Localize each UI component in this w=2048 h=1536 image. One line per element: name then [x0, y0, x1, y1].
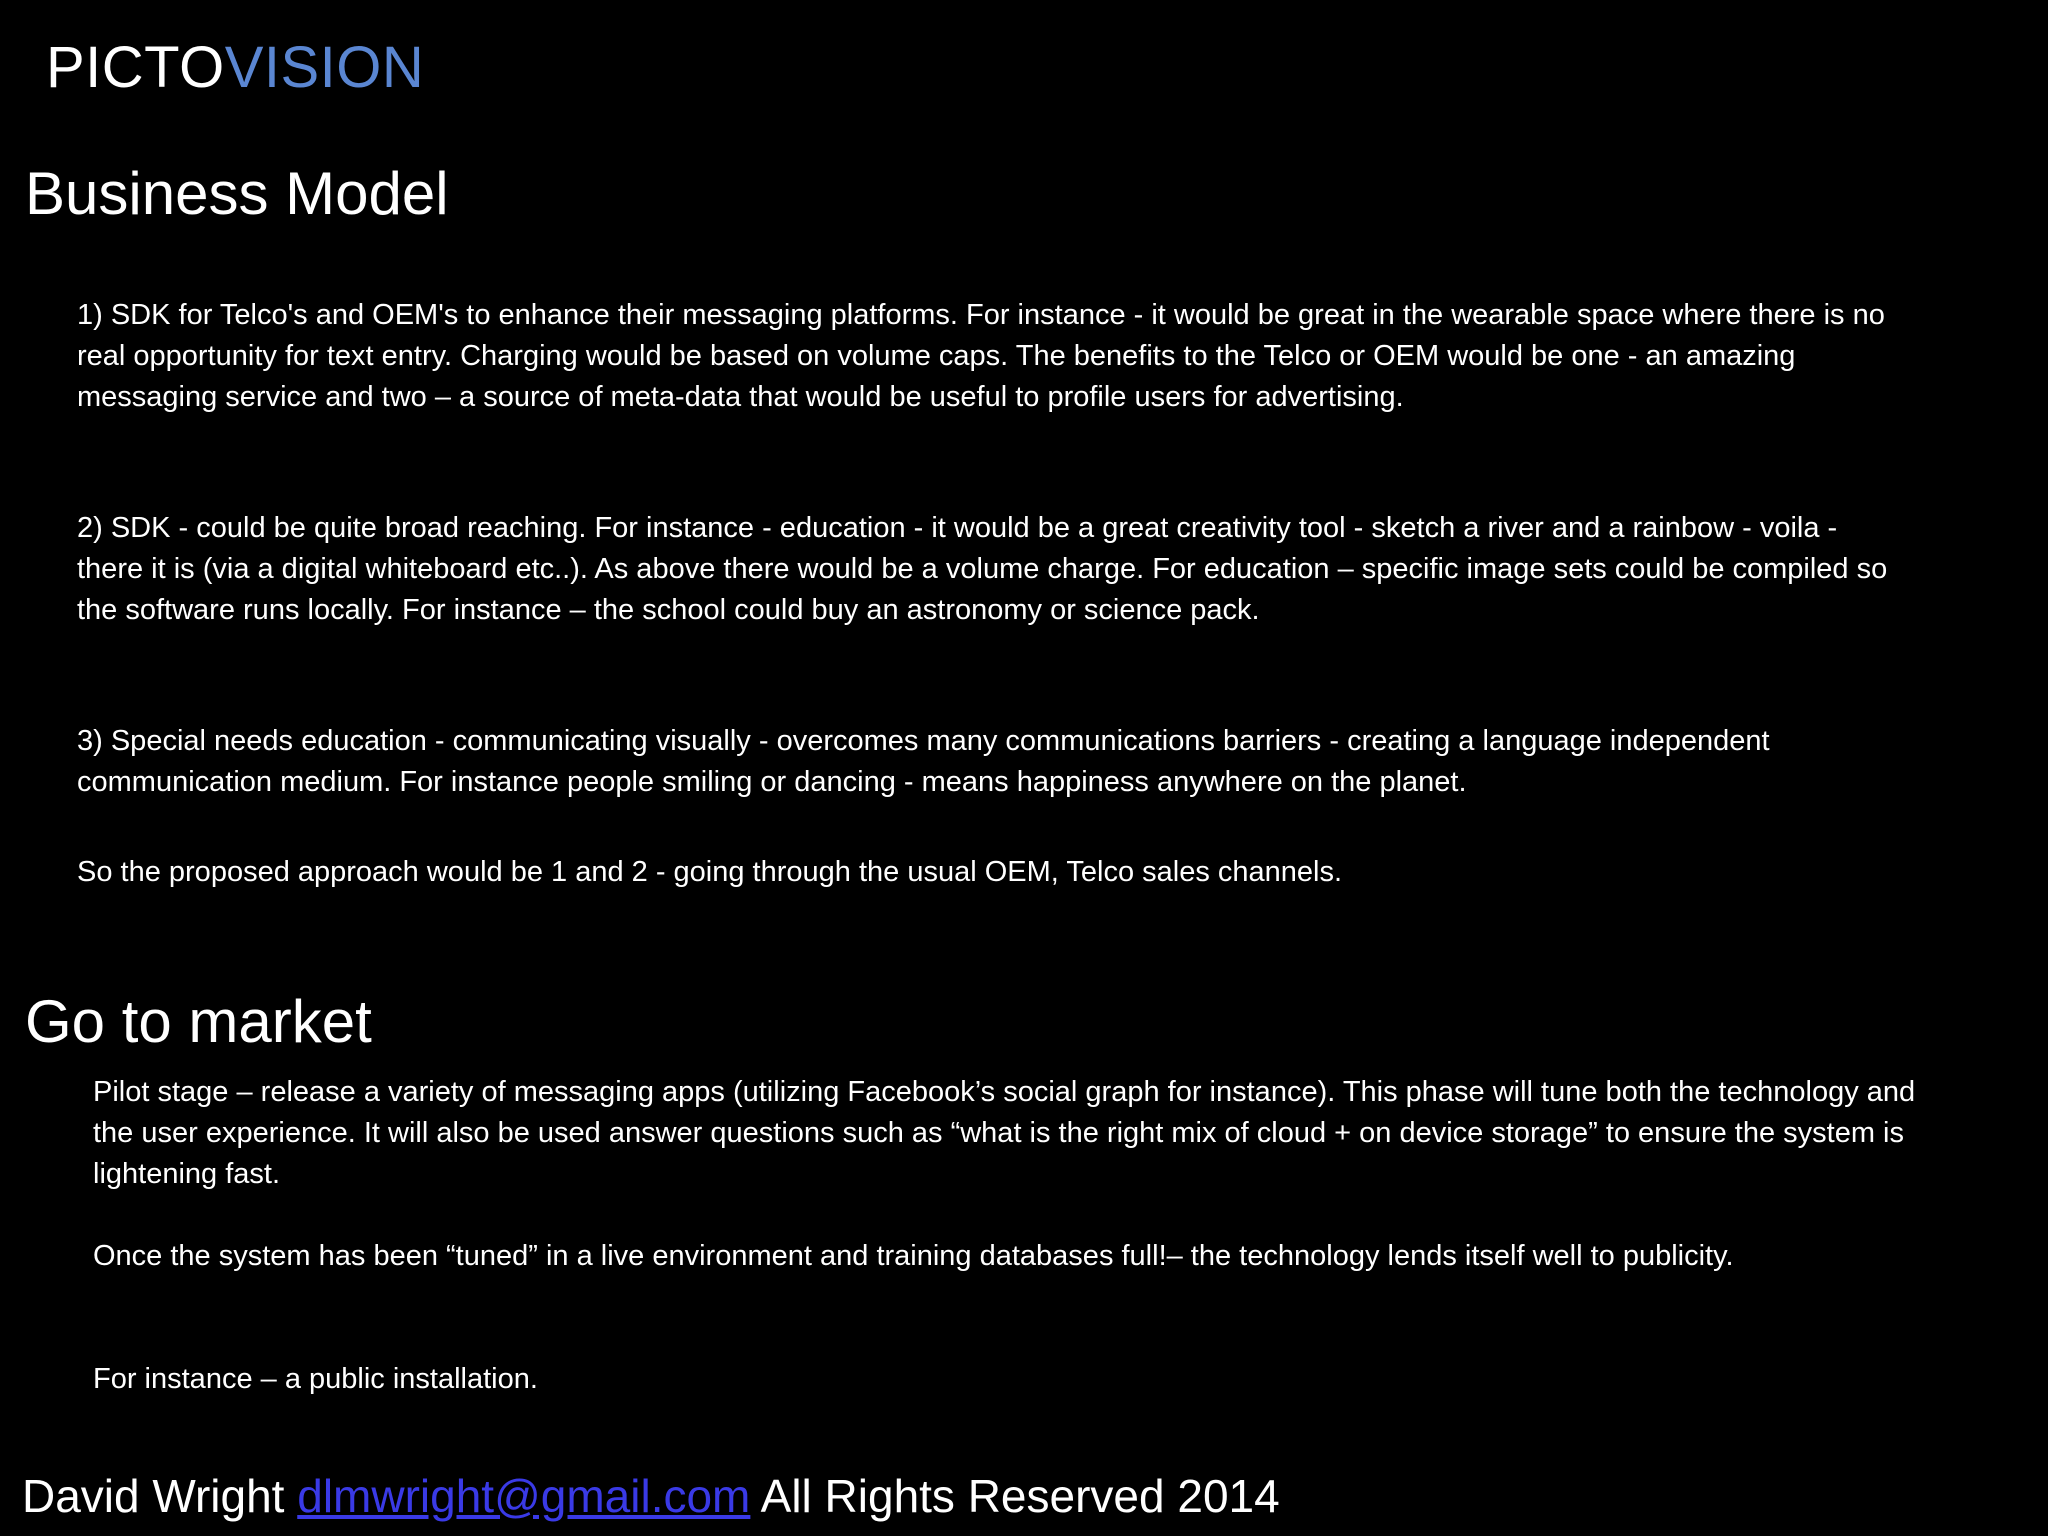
footer-rights: All Rights Reserved 2014 [760, 1470, 1280, 1522]
pictovision-logo [46, 30, 424, 106]
go-to-market-paragraph-1: Pilot stage – release a variety of messaging apps (utilizing Facebook’s social graph for instance). This phase will tune both the technology and the user experience. It will also be used answer questions such as “what is the right mix of cloud + on device storage” to ensure the system is lightening fast. [93, 1076, 1916, 1190]
go-to-market-paragraph-2: Once the system has been “tuned” in a live environment and training databases full!– the technology lends itself well to publicity. [93, 1240, 1734, 1272]
business-model-paragraph-2: 2) SDK - could be quite broad reaching. For instance - education - it would be a great creativity tool - sketch a river and a rainbow - voila - there it is (via a digital whiteboard etc..). As above there would be a volume charge. For education – specific image sets could be compiled so the software runs locally. For instance – the school could buy an astronomy or science pack. [77, 512, 1888, 626]
footer-email-link[interactable]: dlmwright@gmail.com [297, 1470, 751, 1522]
logo-text-vision: VISION [224, 35, 425, 100]
business-model-conclusion: So the proposed approach would be 1 and 2 - going through the usual OEM, Telco sales channels. [77, 856, 1343, 888]
go-to-market-paragraph-3: For instance – a public installation. [93, 1363, 538, 1395]
business-model-heading: Business Model [25, 160, 449, 227]
footer-author: David Wright [22, 1470, 285, 1522]
business-model-paragraph-3: 3) Special needs education - communicating visually - overcomes many communications barriers - creating a language independent communication medium. For instance people smiling or dancing - means happiness anywhere on the planet. [77, 725, 1770, 798]
logo-text-picto: PICTO [46, 35, 225, 100]
business-model-paragraph-1: 1) SDK for Telco's and OEM's to enhance their messaging platforms. For instance - it would be great in the wearable space where there is no real opportunity for text entry. Charging would be based on volume caps. The benefits to the Telco or OEM would be one - an amazing messaging service and two – a source of meta-data that would be useful to profile users for advertising. [77, 299, 1885, 413]
footer [22, 1466, 1280, 1526]
go-to-market-heading: Go to market [25, 988, 372, 1055]
